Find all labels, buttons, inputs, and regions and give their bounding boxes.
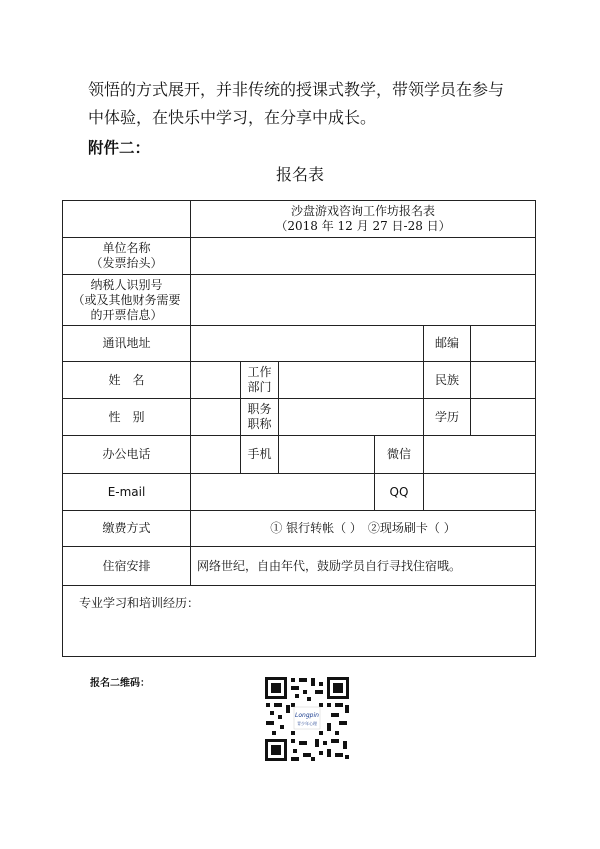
qr-logo-text: Longpin: [295, 712, 319, 719]
registration-table: [62, 200, 536, 657]
education-label: 学历: [424, 399, 471, 436]
ethnicity-label: 民族: [424, 362, 471, 399]
postcode-field[interactable]: [471, 326, 536, 362]
header-blank-cell: [63, 201, 191, 238]
ethnicity-field[interactable]: [471, 362, 536, 399]
unit-name-label-main: 单位名称: [102, 241, 151, 255]
job-title-label-2: 职称: [247, 417, 272, 431]
department-field[interactable]: [279, 362, 424, 399]
education-field[interactable]: [471, 399, 536, 436]
intro-line-2: 中体验，在快乐中学习，在分享中成长。: [88, 108, 377, 127]
mobile-label: 手机: [241, 436, 279, 474]
form-title: 报名表: [275, 165, 324, 184]
job-title-field[interactable]: [279, 399, 424, 436]
taxpayer-label-sub1: （或及其他财务需要: [72, 292, 181, 307]
taxpayer-label-sub2: 的开票信息）: [90, 307, 163, 322]
unit-name-field[interactable]: [191, 238, 536, 275]
qr-label: 报名二维码：: [90, 678, 150, 689]
unit-name-label-sub: （发票抬头）: [90, 256, 163, 270]
wechat-field[interactable]: [424, 436, 536, 474]
table-header-title: 沙盘游戏咨询工作坊报名表: [291, 204, 436, 218]
experience-label: 专业学习和培训经历：: [79, 596, 200, 610]
lodging-label: 住宿安排: [63, 547, 191, 586]
attachment-label: 附件二：: [88, 139, 151, 157]
office-phone-label: 办公电话: [63, 436, 191, 474]
experience-field[interactable]: [63, 586, 536, 657]
name-label: 姓 名: [63, 362, 191, 399]
mobile-field[interactable]: [279, 436, 375, 474]
lodging-note: 网络世纪，自由年代，鼓励学员自行寻找住宿哦。: [191, 547, 536, 586]
gender-field[interactable]: [191, 399, 241, 436]
payment-options[interactable]: ① 银行转帐（ ） ②现场刷卡（ ）: [191, 511, 536, 547]
department-label-1: 工作: [247, 365, 272, 379]
taxpayer-label-main: 纳税人识别号: [90, 277, 163, 292]
email-label: E-mail: [63, 474, 191, 511]
table-header: [191, 201, 536, 238]
table-header-dates: （2018 年 12 月 27 日-28 日）: [275, 219, 451, 233]
registration-qr-code[interactable]: [263, 675, 351, 763]
postcode-label: 邮编: [424, 326, 471, 362]
payment-method-label: 缴费方式: [63, 511, 191, 547]
email-field[interactable]: [191, 474, 375, 511]
qq-field[interactable]: [424, 474, 536, 511]
address-label: 通讯地址: [63, 326, 191, 362]
unit-name-label: [63, 238, 191, 275]
department-label: [241, 362, 279, 399]
qr-logo-subtext: 青少年心理: [297, 721, 317, 726]
address-field[interactable]: [191, 326, 424, 362]
job-title-label: [241, 399, 279, 436]
intro-line-1: 领悟的方式展开，并非传统的授课式教学，带领学员在参与: [88, 80, 505, 99]
name-field[interactable]: [191, 362, 241, 399]
taxpayer-id-field[interactable]: [191, 275, 536, 326]
taxpayer-id-label: [63, 275, 191, 326]
department-label-2: 部门: [247, 380, 272, 394]
office-phone-field[interactable]: [191, 436, 241, 474]
gender-label: 性 别: [63, 399, 191, 436]
job-title-label-1: 职务: [247, 402, 272, 416]
qq-label: QQ: [375, 474, 424, 511]
wechat-label: 微信: [375, 436, 424, 474]
